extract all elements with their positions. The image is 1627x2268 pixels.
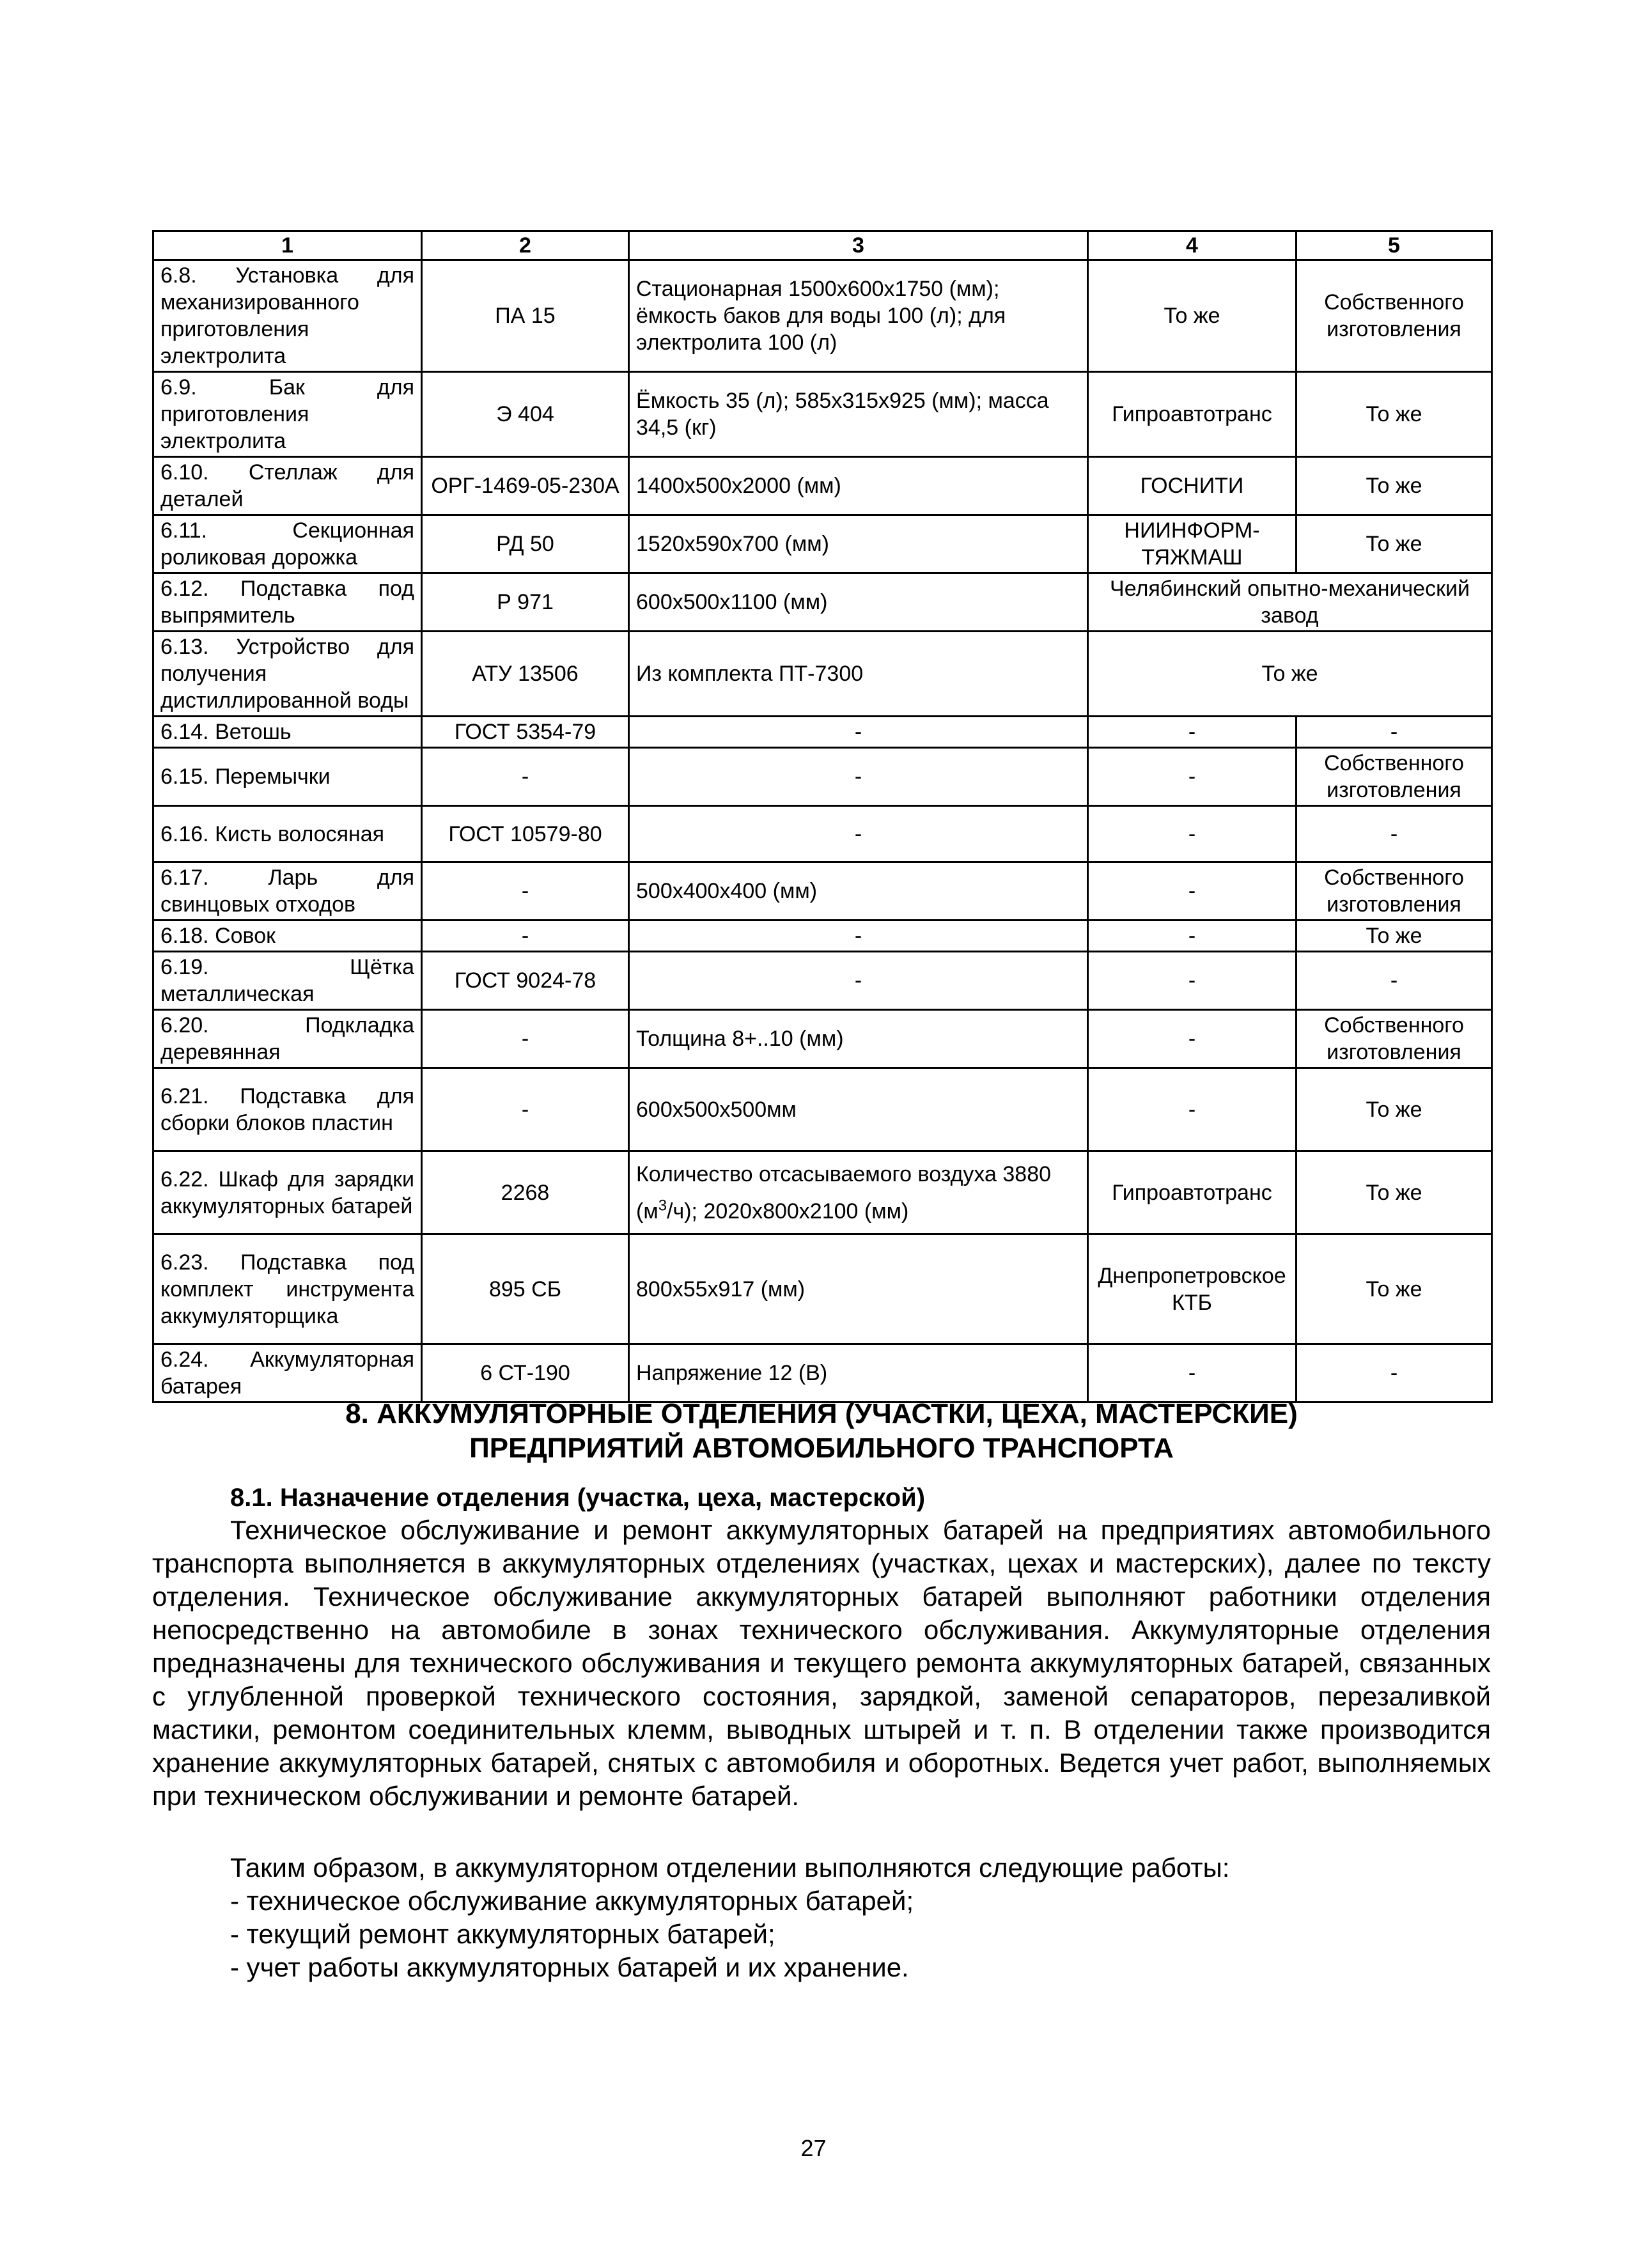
developer-cell: Гипроавтотранс: [1088, 1151, 1296, 1234]
column-header: 4: [1088, 231, 1296, 260]
developer-cell: -: [1088, 806, 1296, 862]
developer-cell: Гипроавтотранс: [1088, 372, 1296, 457]
model-cell: -: [422, 920, 629, 952]
list-intro: Таким образом, в аккумуляторном отделении выполняются следующие работы:: [230, 1852, 1230, 1883]
item-name-cell: 6.16. Кисть волосяная: [153, 806, 422, 862]
manufacturer-cell: -: [1296, 806, 1492, 862]
section-heading: [152, 1397, 1491, 1466]
developer-cell: НИИНФОРМ-ТЯЖМАШ: [1088, 515, 1296, 573]
developer-manufacturer-cell: Челябинский опытно-механический завод: [1088, 573, 1492, 632]
item-name-cell: 6.12. Подставка под выпрямитель: [153, 573, 422, 632]
body-paragraph: Техническое обслуживание и ремонт аккумуляторных батарей на предприятиях автомобильного транспорта выполняется в аккумуляторных отделениях (участках, цехах и мастерских), далее по тексту отделения. Техническое обслуживание аккумуляторных батарей выполняют работники отделения непосредственно на автомобиле в зонах технического обслуживания. Аккумуляторные отделения предназначены для технического обслуживания и текущего ремонта аккумуляторных батарей, связанных с углубленной проверкой технического состояния, зарядкой, заменой сепараторов, перезаливкой мастики, ремонтом соединительных клемм, выводных штырей и т. п. В отделении также производится хранение аккумуляторных батарей, снятых с автомобиля и оборотных. Ведется учет работ, выполняемых при техническом обслуживании и ремонте батарей.: [152, 1515, 1491, 1811]
spec-cell: 600х500х500мм: [629, 1068, 1088, 1151]
table-row: [153, 1068, 1492, 1151]
developer-cell: -: [1088, 862, 1296, 920]
table-header-row: [153, 231, 1492, 260]
item-name-cell: 6.17. Ларь для свинцовых отходов: [153, 862, 422, 920]
model-cell: РД 50: [422, 515, 629, 573]
model-cell: -: [422, 1068, 629, 1151]
table-row: [153, 920, 1492, 952]
spec-text: Количество отсасываемого воздуха 3880 (м: [636, 1161, 1052, 1223]
manufacturer-cell: То же: [1296, 515, 1492, 573]
item-name-cell: 6.8. Установка для механизированного приготовления электролита: [153, 260, 422, 372]
column-header: 5: [1296, 231, 1492, 260]
spec-cell: Стационарная 1500х600х1750 (мм); ёмкость баков для воды 100 (л); для электролита 100 (л): [629, 260, 1088, 372]
item-name-cell: 6.24. Аккумуляторная батарея: [153, 1344, 422, 1402]
table-row: [153, 260, 1492, 372]
spec-text-tail: /ч); 2020х800х2100 (мм): [667, 1199, 909, 1223]
spec-cell: 800х55х917 (мм): [629, 1234, 1088, 1344]
developer-cell: ГОСНИТИ: [1088, 457, 1296, 515]
table-row: [153, 1151, 1492, 1234]
table-row: [153, 1234, 1492, 1344]
item-name-cell: 6.13. Устройство для получения дистиллированной воды: [153, 632, 422, 717]
manufacturer-cell: -: [1296, 717, 1492, 748]
model-cell: ОРГ-1469-05-230А: [422, 457, 629, 515]
developer-cell: -: [1088, 1068, 1296, 1151]
model-cell: Э 404: [422, 372, 629, 457]
model-cell: ГОСТ 9024-78: [422, 952, 629, 1010]
table-row: [153, 717, 1492, 748]
item-name-cell: 6.11. Секционная роликовая дорожка: [153, 515, 422, 573]
item-name-cell: 6.22. Шкаф для зарядки аккумуляторных батарей: [153, 1151, 422, 1234]
model-cell: -: [422, 862, 629, 920]
model-cell: ГОСТ 5354-79: [422, 717, 629, 748]
table-row: [153, 862, 1492, 920]
spec-cell: Напряжение 12 (В): [629, 1344, 1088, 1402]
spec-cell: -: [629, 806, 1088, 862]
spec-cell: -: [629, 952, 1088, 1010]
section-heading-line: 8. АККУМУЛЯТОРНЫЕ ОТДЕЛЕНИЯ (УЧАСТКИ, ЦЕХА, МАСТЕРСКИЕ): [345, 1398, 1298, 1429]
table-row: [153, 515, 1492, 573]
manufacturer-cell: -: [1296, 1344, 1492, 1402]
equipment-table: [152, 230, 1493, 1403]
table-row: [153, 573, 1492, 632]
page-number: 27: [800, 2135, 827, 2161]
manufacturer-cell: Собственного изготовления: [1296, 260, 1492, 372]
spec-cell: 500х400х400 (мм): [629, 862, 1088, 920]
manufacturer-cell: То же: [1296, 1068, 1492, 1151]
manufacturer-cell: То же: [1296, 920, 1492, 952]
spec-cell: 1520х590х700 (мм): [629, 515, 1088, 573]
item-name-cell: 6.10. Стеллаж для деталей: [153, 457, 422, 515]
item-name-cell: 6.14. Ветошь: [153, 717, 422, 748]
item-name-cell: 6.19. Щётка металлическая: [153, 952, 422, 1010]
model-cell: ПА 15: [422, 260, 629, 372]
item-name-cell: 6.18. Совок: [153, 920, 422, 952]
model-cell: ГОСТ 10579-80: [422, 806, 629, 862]
subsection-heading: 8.1. Назначение отделения (участка, цеха, мастерской): [230, 1484, 926, 1512]
item-name-cell: 6.21. Подставка для сборки блоков пластин: [153, 1068, 422, 1151]
manufacturer-cell: Собственного изготовления: [1296, 1010, 1492, 1068]
developer-cell: То же: [1088, 260, 1296, 372]
manufacturer-cell: Собственного изготовления: [1296, 748, 1492, 806]
list-item: - техническое обслуживание аккумуляторных батарей;: [230, 1886, 914, 1916]
spec-cell: 600х500х1100 (мм): [629, 573, 1088, 632]
column-header: 1: [153, 231, 422, 260]
work-list: [230, 1884, 914, 1984]
model-cell: -: [422, 748, 629, 806]
developer-cell: -: [1088, 748, 1296, 806]
manufacturer-cell: То же: [1296, 372, 1492, 457]
spec-cell: Из комплекта ПТ-7300: [629, 632, 1088, 717]
table-row: [153, 748, 1492, 806]
developer-cell: -: [1088, 717, 1296, 748]
table-row: [153, 806, 1492, 862]
developer-cell: -: [1088, 1010, 1296, 1068]
developer-cell: -: [1088, 920, 1296, 952]
spec-cell: -: [629, 717, 1088, 748]
table-row: [153, 1010, 1492, 1068]
spec-cell: Ёмкость 35 (л); 585х315х925 (мм); масса 34,5 (кг): [629, 372, 1088, 457]
table-row: [153, 952, 1492, 1010]
column-header: 3: [629, 231, 1088, 260]
manufacturer-cell: Собственного изготовления: [1296, 862, 1492, 920]
model-cell: АТУ 13506: [422, 632, 629, 717]
item-name-cell: 6.15. Перемычки: [153, 748, 422, 806]
spec-cell: 1400х500х2000 (мм): [629, 457, 1088, 515]
developer-cell: -: [1088, 952, 1296, 1010]
developer-manufacturer-cell: То же: [1088, 632, 1492, 717]
manufacturer-cell: То же: [1296, 1151, 1492, 1234]
list-item: - учет работы аккумуляторных батарей и их хранение.: [230, 1952, 909, 1982]
developer-cell: -: [1088, 1344, 1296, 1402]
manufacturer-cell: То же: [1296, 457, 1492, 515]
model-cell: 2268: [422, 1151, 629, 1234]
spec-cell: [629, 1151, 1088, 1234]
table-row: [153, 632, 1492, 717]
developer-cell: Днепропетровское КТБ: [1088, 1234, 1296, 1344]
superscript: 3: [658, 1197, 667, 1215]
model-cell: -: [422, 1010, 629, 1068]
manufacturer-cell: -: [1296, 952, 1492, 1010]
table-row: [153, 372, 1492, 457]
spec-cell: Толщина 8+..10 (мм): [629, 1010, 1088, 1068]
item-name-cell: 6.23. Подставка под комплект инструмента аккумуляторщика: [153, 1234, 422, 1344]
item-name-cell: 6.20. Подкладка деревянная: [153, 1010, 422, 1068]
model-cell: Р 971: [422, 573, 629, 632]
model-cell: 6 СТ-190: [422, 1344, 629, 1402]
section-heading-line: ПРЕДПРИЯТИЙ АВТОМОБИЛЬНОГО ТРАНСПОРТА: [469, 1433, 1174, 1464]
model-cell: 895 СБ: [422, 1234, 629, 1344]
spec-cell: -: [629, 920, 1088, 952]
manufacturer-cell: То же: [1296, 1234, 1492, 1344]
table-row: [153, 457, 1492, 515]
spec-cell: -: [629, 748, 1088, 806]
table-row: [153, 1344, 1492, 1402]
list-item: - текущий ремонт аккумуляторных батарей;: [230, 1919, 775, 1949]
item-name-cell: 6.9. Бак для приготовления электролита: [153, 372, 422, 457]
column-header: 2: [422, 231, 629, 260]
